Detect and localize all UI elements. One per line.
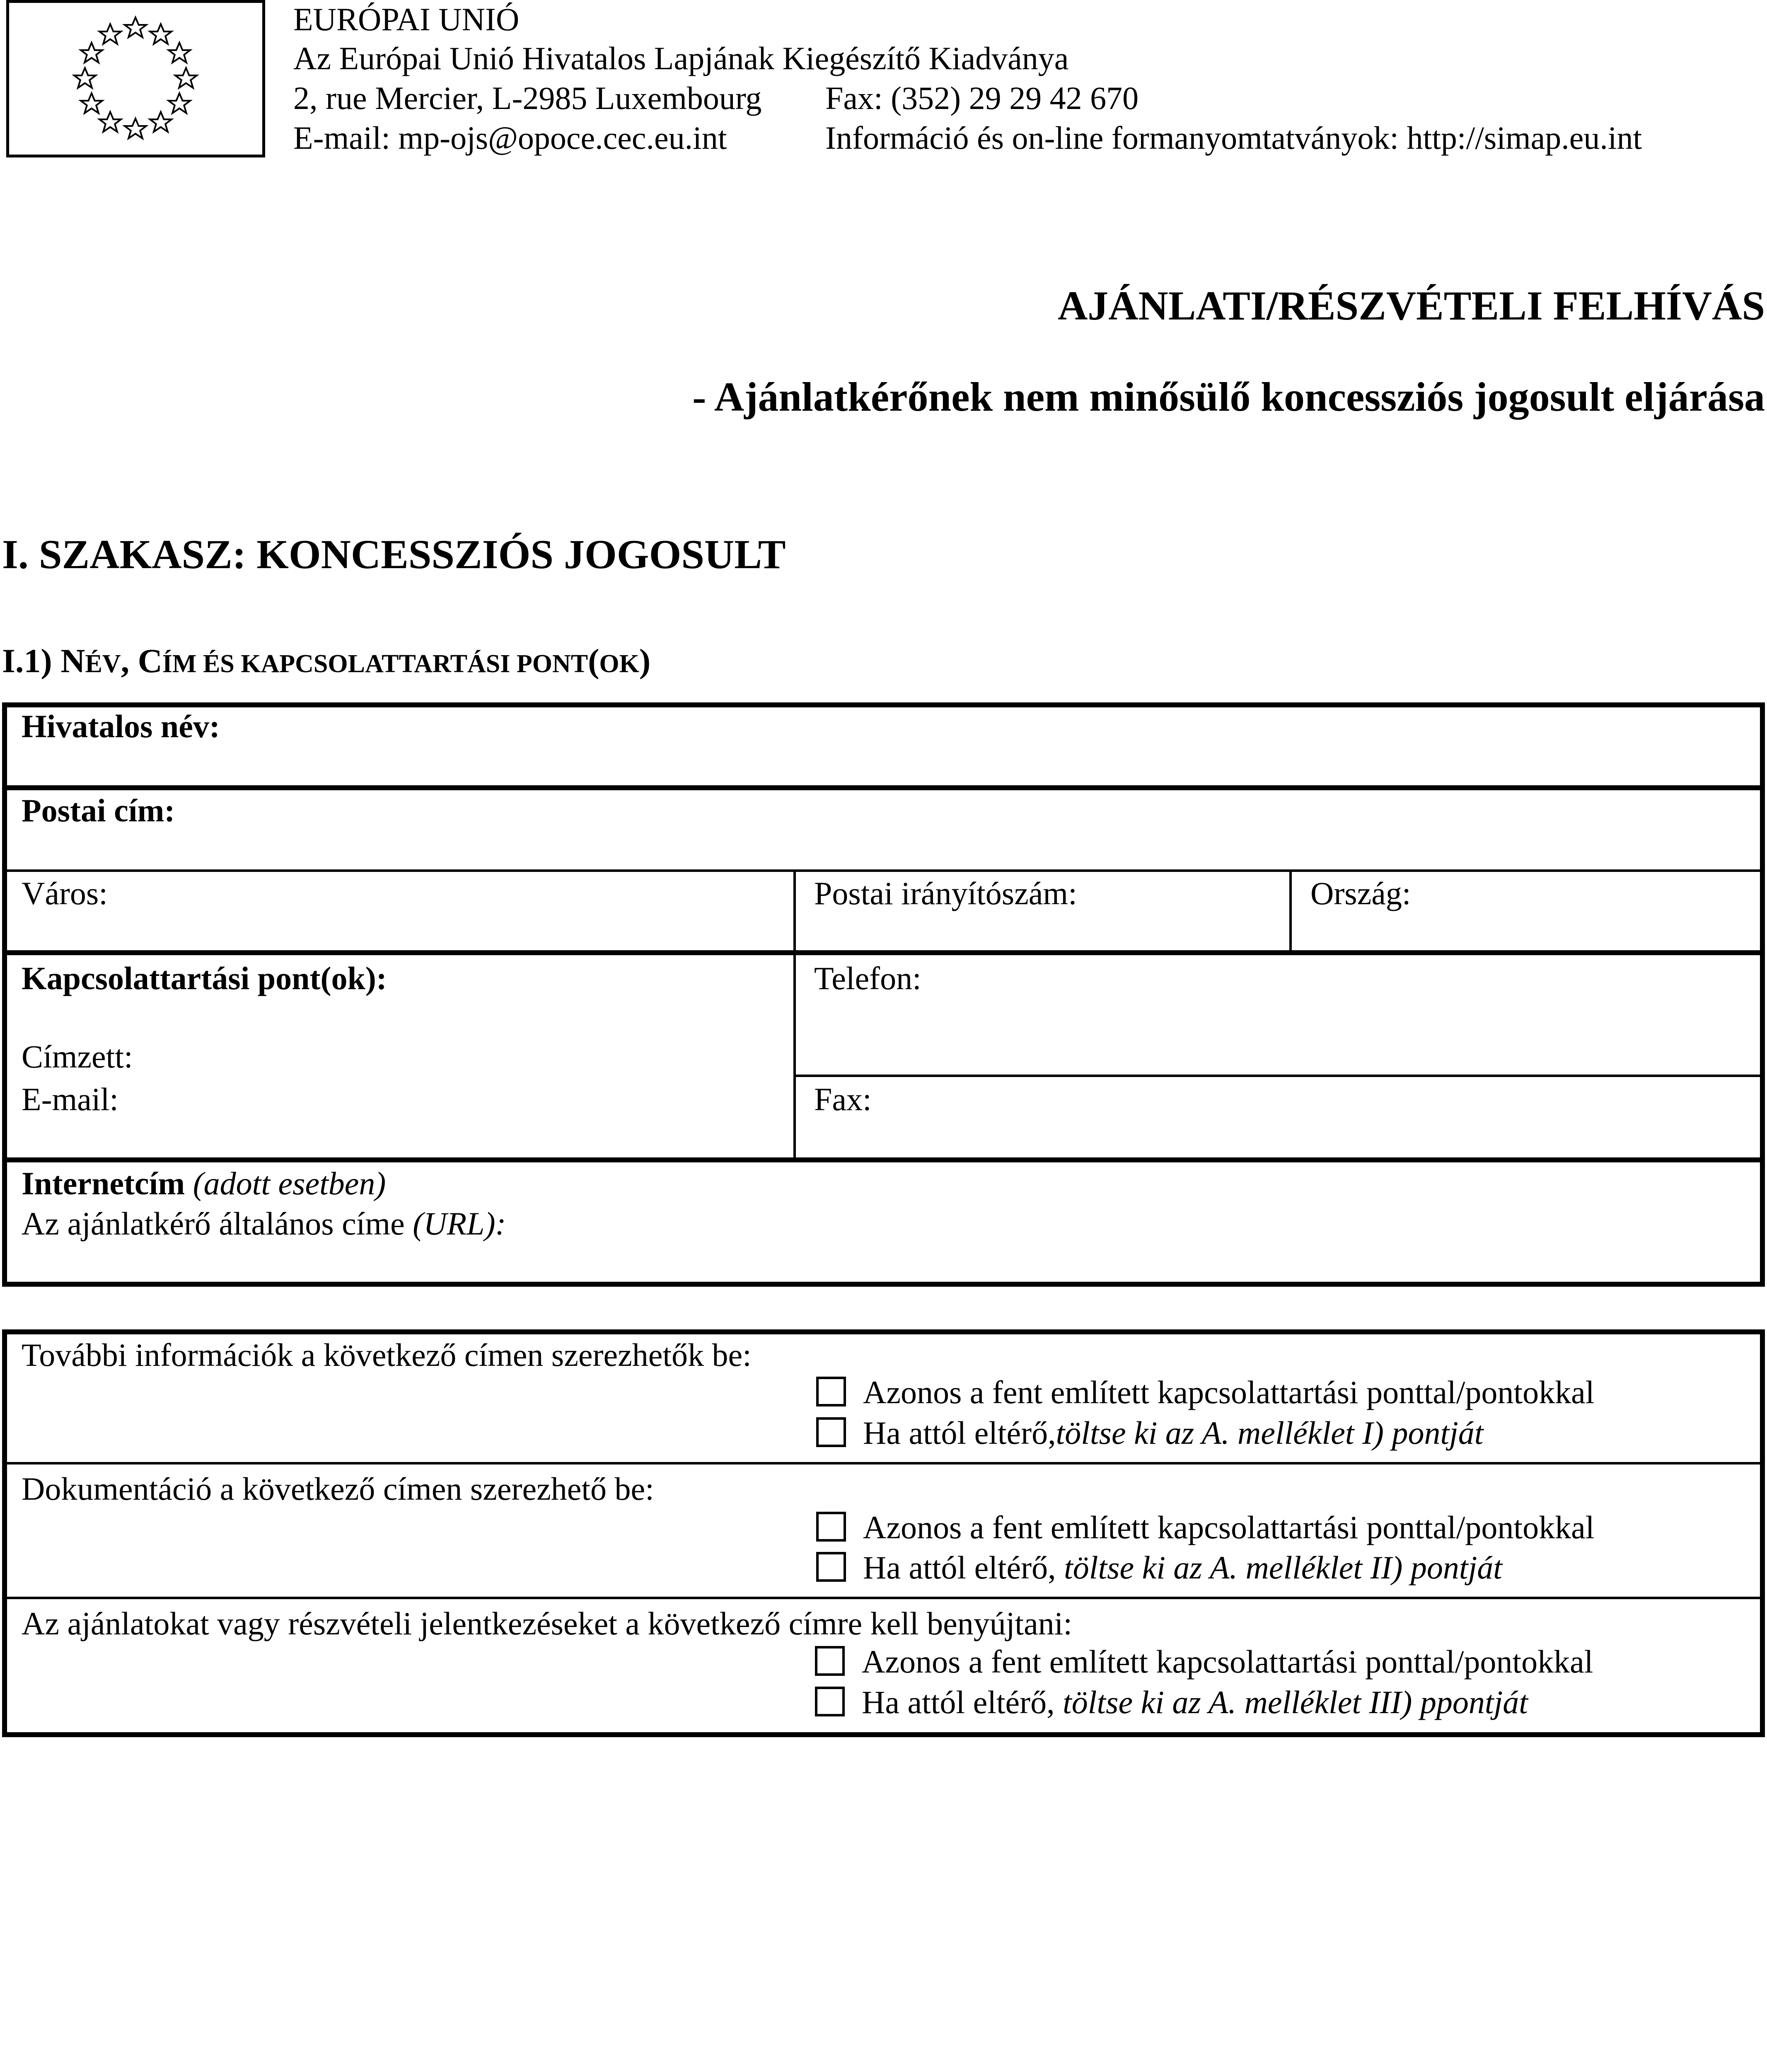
header-address: 2, rue Mercier, L-2985 Luxembourg xyxy=(293,80,762,116)
documentation-same-checkbox[interactable] xyxy=(816,1512,846,1542)
submission-same-label: Azonos a fent említett kapcsolattartási ponttal/pontokkal xyxy=(862,1644,1593,1680)
documentation-same-label: Azonos a fent említett kapcsolattartási ponttal/pontokkal xyxy=(863,1509,1595,1545)
fax-label: Fax: xyxy=(814,1081,872,1117)
postal-address-label: Postai cím: xyxy=(22,792,175,828)
attention-label: Címzett: xyxy=(22,1038,133,1075)
further-info-different-checkbox[interactable] xyxy=(816,1417,846,1447)
documentation-label: Dokumentáció a következő címen szerezhető be: xyxy=(22,1471,654,1507)
further-info-same-label: Azonos a fent említett kapcsolattartási ponttal/pontokkal xyxy=(863,1374,1595,1410)
email-label: E-mail: xyxy=(22,1081,118,1117)
submission-label: Az ajánlatokat vagy részvételi jelentkezéseket a következő címre kell benyújtani: xyxy=(22,1605,1073,1641)
eu-flag-icon xyxy=(6,0,265,157)
documentation-different-checkbox[interactable] xyxy=(816,1552,846,1582)
internet-address-label: Internetcím (adott esetben) xyxy=(22,1165,386,1201)
star-circle-icon xyxy=(9,3,262,155)
postal-code-label: Postai irányítószám: xyxy=(814,875,1077,911)
official-name-label: Hivatalos név: xyxy=(22,708,220,744)
submission-different-label: Ha attól eltérő, töltse ki az A. melléklet III) ppontját xyxy=(862,1684,1528,1720)
header-info[interactable]: Információ és on-line formanyomtatványok: http://simap.eu.int xyxy=(825,120,1642,156)
submission-same-checkbox[interactable] xyxy=(815,1646,845,1676)
header-fax: Fax: (352) 29 29 42 670 xyxy=(825,80,1139,116)
header-email[interactable]: E-mail: mp-ojs@opoce.cec.eu.int xyxy=(293,120,727,156)
submission-different-checkbox[interactable] xyxy=(815,1687,845,1716)
page-subtitle: - Ajánlatkérőnek nem minősülő koncessziós jogosult eljárása xyxy=(692,374,1765,420)
contact-points-label: Kapcsolattartási pont(ok): xyxy=(22,960,387,996)
section-heading: I. SZAKASZ: KONCESSZIÓS JOGOSULT xyxy=(2,531,786,577)
subsection-heading: I.1) NÉV, CÍM ÉS KAPCSOLATTARTÁSI PONT(OK) xyxy=(2,642,651,680)
further-info-same-checkbox[interactable] xyxy=(816,1377,846,1406)
phone-label: Telefon: xyxy=(814,960,921,996)
url-label: Az ajánlatkérő általános címe (URL): xyxy=(22,1205,506,1242)
country-label: Ország: xyxy=(1310,875,1411,911)
header-org: EURÓPAI UNIÓ xyxy=(293,1,520,37)
city-label: Város: xyxy=(22,875,108,911)
documentation-different-label: Ha attól eltérő, töltse ki az A. melléklet II) pontját xyxy=(863,1549,1502,1585)
page-title: AJÁNLATI/RÉSZVÉTELI FELHÍVÁS xyxy=(1058,283,1765,329)
further-info-label: További információk a következő címen szerezhetők be: xyxy=(22,1337,752,1373)
header-publication: Az Európai Unió Hivatalos Lapjának Kiegészítő Kiadványa xyxy=(293,40,1069,76)
further-info-different-label: Ha attól eltérő,töltse ki az A. melléklet I) pontját xyxy=(863,1415,1484,1451)
